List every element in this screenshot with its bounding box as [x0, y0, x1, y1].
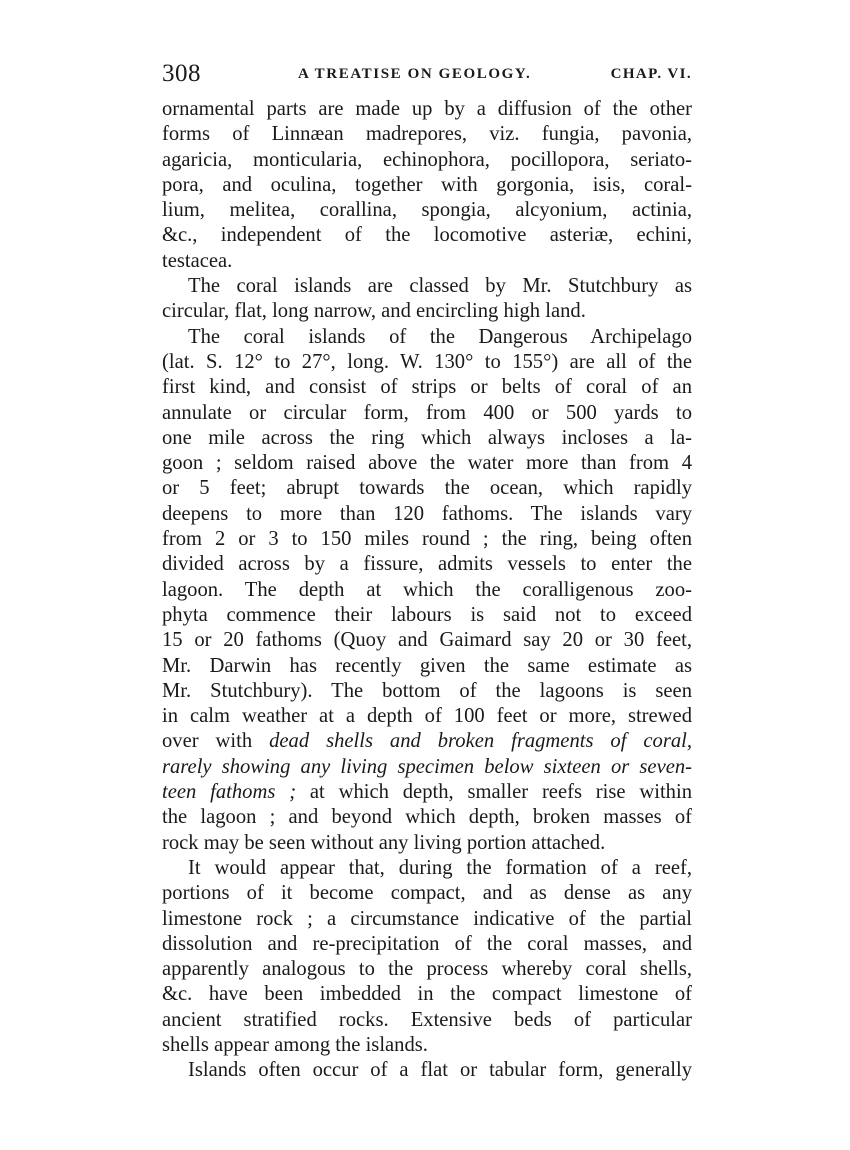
- text-line: [162, 603, 692, 628]
- text-run: from 2 or 3 to 150 miles round ; the ring, being often: [162, 528, 692, 551]
- text-run: It would appear that, during the formation of a reef,: [188, 856, 692, 879]
- text-line: [162, 350, 692, 375]
- text-line: [162, 401, 692, 426]
- text-line: [162, 122, 692, 147]
- text-run: in calm weather at a depth of 100 feet or more, strewed: [162, 705, 692, 728]
- text-line: [162, 552, 692, 577]
- text-line: [162, 527, 692, 552]
- text-line: [162, 476, 692, 501]
- text-run: Islands often occur of a flat or tabular form, generally: [188, 1059, 692, 1082]
- text-line: [162, 755, 692, 780]
- text-run: The coral islands of the Dangerous Archipelago: [188, 325, 692, 348]
- text-run: dissolution and re-precipitation of the coral masses, and: [162, 932, 692, 955]
- text-run: Mr. Darwin has recently given the same estimate as: [162, 654, 692, 677]
- text-line: [162, 856, 692, 881]
- text-line: [162, 907, 692, 932]
- text-run: deepens to more than 120 fathoms. The islands vary: [162, 502, 692, 525]
- text-run: agaricia, monticularia, echinophora, pocillopora, seriato-: [162, 148, 692, 171]
- text-line: [162, 502, 692, 527]
- text-line: [162, 1058, 692, 1083]
- text-run: forms of Linnæan madrepores, viz. fungia, pavonia,: [162, 123, 692, 146]
- text-line: [162, 932, 692, 957]
- italic-text: rarely showing any living specimen below sixteen or seven-: [162, 755, 692, 778]
- text-run: 15 or 20 fathoms (Quoy and Gaimard say 20 or 30 feet,: [162, 629, 692, 652]
- text-run: Mr. Stutchbury). The bottom of the lagoons is seen: [162, 679, 692, 702]
- text-line: [162, 375, 692, 400]
- text-run: apparently analogous to the process whereby coral shells,: [162, 958, 692, 981]
- text-run: circular, flat, long narrow, and encircling high land.: [162, 300, 586, 323]
- text-run: or 5 feet; abrupt towards the ocean, which rapidly: [162, 477, 692, 500]
- text-line: [162, 1033, 692, 1058]
- text-line: [162, 729, 692, 754]
- italic-text: teen fathoms ;: [162, 781, 297, 804]
- text-line: [162, 578, 692, 603]
- text-line: [162, 704, 692, 729]
- text-run: portions of it become compact, and as dense as any: [162, 882, 692, 905]
- body-text: [162, 97, 692, 1084]
- running-head: [162, 58, 692, 94]
- text-line: [162, 982, 692, 1007]
- text-line: [162, 426, 692, 451]
- page-number: 308: [162, 60, 201, 87]
- text-run: lagoon. The depth at which the coralligenous zoo-: [162, 578, 692, 601]
- text-line: [162, 654, 692, 679]
- running-title: A TREATISE ON GEOLOGY.: [298, 66, 532, 82]
- text-run: &c. have been imbedded in the compact limestone of: [162, 983, 692, 1006]
- text-line: [162, 299, 692, 324]
- text-run: divided across by a fissure, admits vessels to enter the: [162, 553, 692, 576]
- text-run: at which depth, smaller reefs rise within: [296, 781, 692, 804]
- text-line: [162, 451, 692, 476]
- text-line: [162, 274, 692, 299]
- text-run: annulate or circular form, from 400 or 500 yards to: [162, 401, 692, 424]
- text-run: lium, melitea, corallina, spongia, alcyonium, actinia,: [162, 199, 692, 222]
- text-line: [162, 223, 692, 248]
- text-run: The coral islands are classed by Mr. Stutchbury as: [188, 275, 692, 298]
- text-run: testacea.: [162, 249, 233, 272]
- text-run: &c., independent of the locomotive asteriæ, echini,: [162, 224, 692, 247]
- italic-text: dead shells and broken fragments of coral,: [269, 730, 692, 753]
- text-line: [162, 148, 692, 173]
- text-line: [162, 679, 692, 704]
- text-line: [162, 198, 692, 223]
- text-run: ancient stratified rocks. Extensive beds of particular: [162, 1008, 692, 1031]
- text-run: over with: [162, 730, 270, 753]
- text-line: [162, 325, 692, 350]
- text-run: phyta commence their labours is said not to exceed: [162, 603, 692, 626]
- text-run: rock may be seen without any living portion attached.: [162, 831, 606, 854]
- text-line: [162, 1008, 692, 1033]
- text-line: [162, 805, 692, 830]
- text-run: goon ; seldom raised above the water more than from 4: [162, 452, 692, 475]
- text-run: first kind, and consist of strips or belts of coral of an: [162, 376, 692, 399]
- text-line: [162, 780, 692, 805]
- book-page: [162, 58, 692, 1084]
- text-run: one mile across the ring which always incloses a la-: [162, 426, 692, 449]
- text-line: [162, 957, 692, 982]
- text-run: (lat. S. 12° to 27°, long. W. 130° to 155°) are all of the: [162, 350, 692, 373]
- chapter-label: CHAP. VI.: [610, 66, 692, 82]
- text-run: pora, and oculina, together with gorgonia, isis, coral-: [162, 173, 692, 196]
- text-run: limestone rock ; a circumstance indicative of the partial: [162, 907, 692, 930]
- text-line: [162, 173, 692, 198]
- text-run: the lagoon ; and beyond which depth, broken masses of: [162, 806, 692, 829]
- text-line: [162, 249, 692, 274]
- text-line: [162, 628, 692, 653]
- text-line: [162, 831, 692, 856]
- text-run: shells appear among the islands.: [162, 1033, 428, 1056]
- text-line: [162, 881, 692, 906]
- text-line: [162, 97, 692, 122]
- text-run: ornamental parts are made up by a diffusion of the other: [162, 98, 692, 120]
